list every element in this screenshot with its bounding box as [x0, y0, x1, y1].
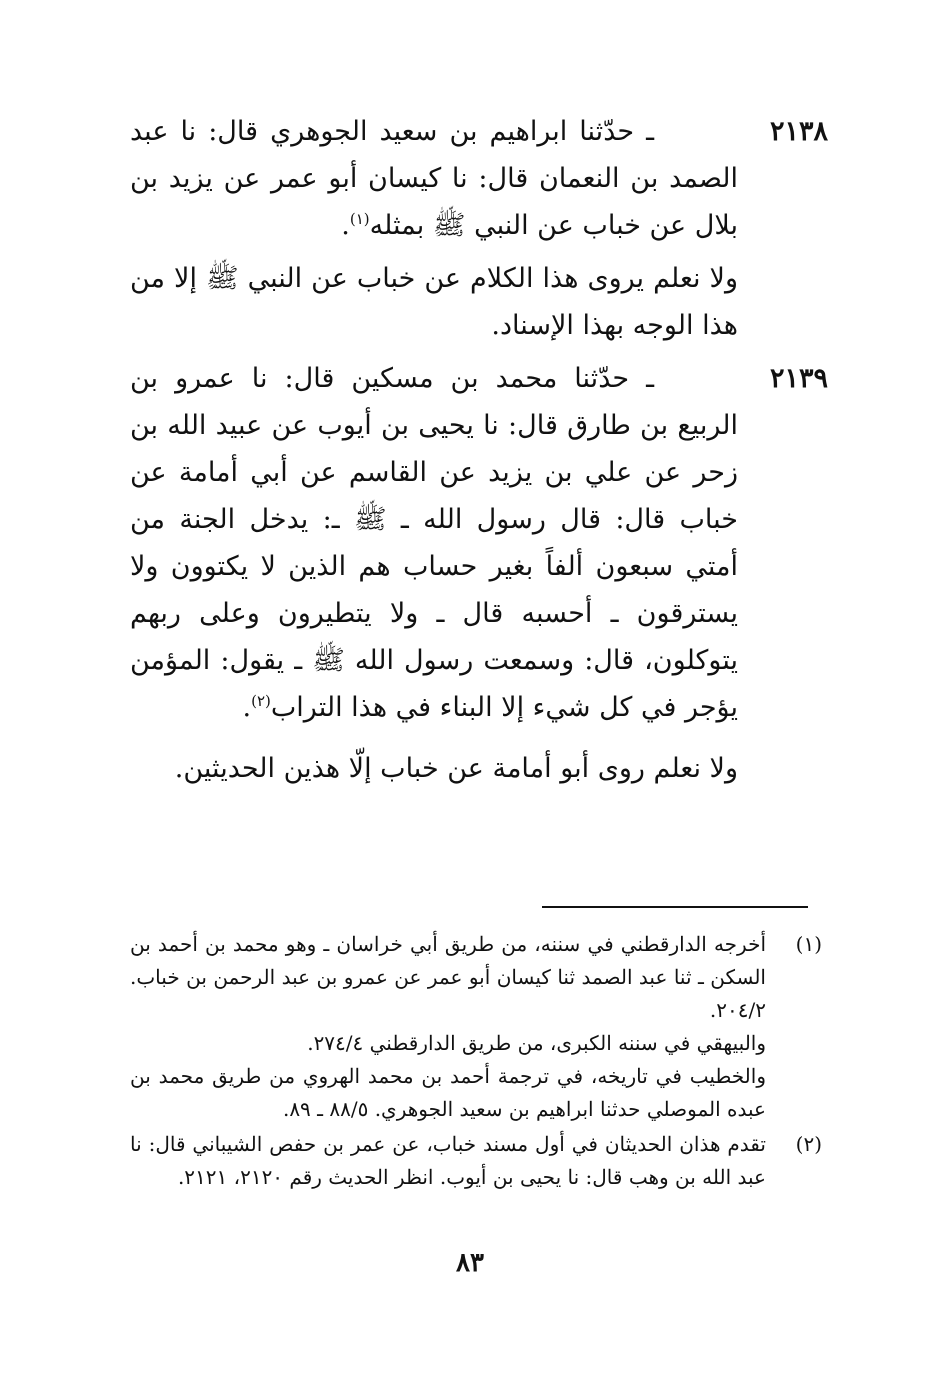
hadith-body-text: ـ حدّثنا ابراهيم بن سعيد الجوهري قال: نا عبد الصمد بن النعمان قال: نا كيسان أبو عمر عن يزيد بن بلال عن خباب عن النبي ﷺ بمثله [130, 116, 738, 241]
footnote-number: (١) [795, 932, 822, 956]
footnote-line: والبيهقي في سننه الكبرى، من طريق الدارقطني ٢٧٤/٤. [307, 1031, 766, 1055]
hadith-body-text: ـ حدّثنا محمد بن مسكين قال: نا عمرو بن الربيع بن طارق قال: نا يحيى بن أيوب عن عبيد الله بن زحر عن علي بن يزيد عن القاسم عن أبي أمامة عن خباب قال: قال رسول الله ـ ﷺ ـ: يدخل الجنة من أمتي سبعون ألفاً بغير حساب هم الذين لا يكتوون ولا يسترقون ـ أحسبه قال ـ ولا يتطيرون وعلى ربهم يتوكلون، قال: وسمعت رسول الله ﷺ ـ يقول: المؤمن يؤجر في كل شيء إلا البناء في هذا التراب [130, 363, 738, 723]
hadith-2138 [130, 108, 828, 249]
footnote-ref[interactable]: (٢) [251, 692, 271, 710]
hadith-commentary: ولا نعلم روى أبو أمامة عن خباب إلّا هذين الحديثين. [174, 753, 738, 784]
footnote-1 [130, 928, 822, 1126]
hadith-text [130, 108, 822, 249]
page-number: ٨٣ [456, 1248, 484, 1278]
footnote-number: (٢) [795, 1132, 822, 1156]
hadith-2139 [130, 355, 828, 731]
footnote-separator [542, 906, 808, 908]
hadith-commentary: ولا نعلم يروى هذا الكلام عن خباب عن النبي ﷺ إلا من هذا الوجه بهذا الإسناد. [130, 263, 738, 341]
footnotes [130, 928, 822, 1196]
main-text [130, 108, 828, 798]
footnote-line: تقدم هذان الحديثان في أول مسند خباب، عن عمر بن حفص الشيباني قال: نا عبد الله بن وهب قال: نا يحيى بن أيوب. انظر الحديث رقم ٢١٢٠، ٢١٢١. [130, 1132, 766, 1189]
hadith-text [130, 355, 822, 731]
footnote-2 [130, 1128, 822, 1194]
footnote-line: أخرجه الدارقطني في سننه، من طريق أبي خراسان ـ وهو محمد بن أحمد بن السكن ـ ثنا عبد الصمد ثنا كيسان أبو عمر عن عمرو بن عبد الرحمن بن خباب. ٢٠٤/٢. [130, 932, 766, 1022]
footnote-ref[interactable]: (١) [349, 210, 370, 228]
hadith-end: . [341, 210, 350, 241]
footnote-line: والخطيب في تاريخه، في ترجمة أحمد بن محمد الهروي من طريق محمد بن عبده الموصلي حدثنا ابراهيم بن سعيد الجوهري. ٨٨/٥ ـ ٨٩. [130, 1064, 766, 1121]
hadith-number: ٢١٣٨ [769, 116, 828, 147]
hadith-end: . [242, 692, 252, 723]
hadith-number: ٢١٣٩ [769, 363, 828, 394]
